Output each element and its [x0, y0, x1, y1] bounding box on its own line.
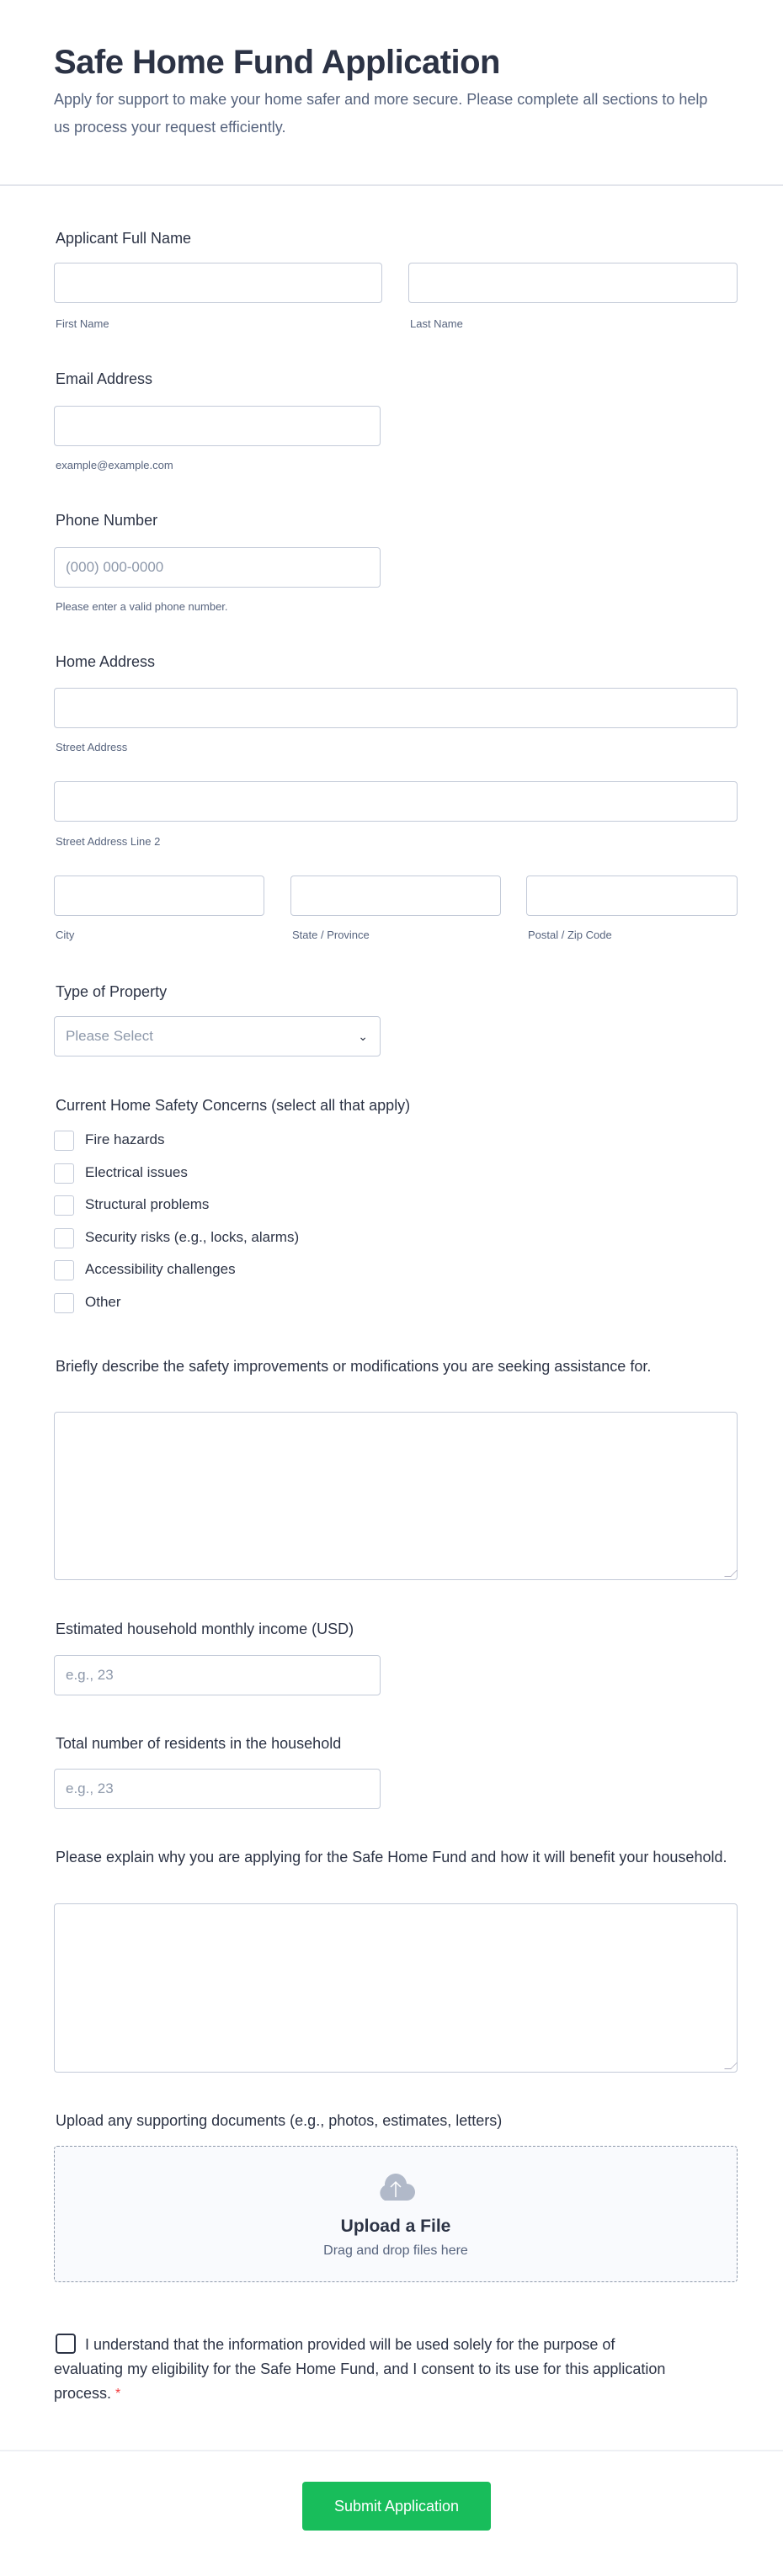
concerns-label: Current Home Safety Concerns (select all that apply)	[56, 1097, 411, 1114]
last-name-sublabel: Last Name	[410, 317, 463, 330]
divider	[0, 2450, 783, 2451]
residents-input[interactable]: e.g., 23	[54, 1769, 381, 1809]
income-input[interactable]: e.g., 23	[54, 1655, 381, 1695]
property-select[interactable]	[54, 1016, 381, 1056]
phone-input[interactable]: (000) 000-0000	[54, 547, 381, 588]
name-label: Applicant Full Name	[56, 230, 192, 247]
street2-input[interactable]	[54, 781, 738, 822]
cloud-upload-icon	[375, 2170, 417, 2202]
phone-label: Phone Number	[56, 512, 158, 529]
describe-label: Briefly describe the safety improvements or modifications you are seeking assistance for.	[56, 1358, 652, 1375]
explain-textarea[interactable]	[54, 1903, 738, 2073]
option-label: Accessibility challenges	[85, 1261, 236, 1277]
state-input[interactable]	[290, 876, 501, 916]
residents-label: Total number of residents in the household	[56, 1735, 342, 1752]
zip-input[interactable]	[526, 876, 738, 916]
submit-button[interactable]: Submit Application	[302, 2482, 491, 2531]
option-label: Security risks (e.g., locks, alarms)	[85, 1229, 300, 1245]
street-sublabel: Street Address	[56, 741, 128, 753]
consent-text	[54, 2333, 668, 2406]
street2-sublabel: Street Address Line 2	[56, 835, 161, 848]
resize-handle-icon[interactable]	[724, 1570, 738, 1577]
city-sublabel: City	[56, 929, 75, 941]
explain-label: Please explain why you are applying for the Safe Home Fund and how it will benefit your household.	[56, 1849, 727, 1865]
address-label: Home Address	[56, 653, 156, 670]
describe-textarea[interactable]	[54, 1412, 738, 1580]
street-input[interactable]	[54, 688, 738, 728]
city-input[interactable]	[54, 876, 264, 916]
upload-label: Upload any supporting documents (e.g., photos, estimates, letters)	[56, 2112, 503, 2129]
option-label: Fire hazards	[85, 1131, 165, 1147]
zip-sublabel: Postal / Zip Code	[528, 929, 612, 941]
file-dropzone[interactable]	[54, 2146, 738, 2282]
email-input[interactable]	[54, 406, 381, 446]
option-label: Other	[85, 1294, 121, 1310]
first-name-sublabel: First Name	[56, 317, 109, 330]
email-label: Email Address	[56, 370, 153, 387]
property-label: Type of Property	[56, 983, 168, 1000]
upload-hint: Drag and drop files here	[323, 2243, 468, 2258]
email-hint: example@example.com	[56, 459, 173, 471]
state-sublabel: State / Province	[292, 929, 370, 941]
phone-hint: Please enter a valid phone number.	[56, 600, 228, 613]
divider	[0, 184, 783, 186]
chevron-down-icon: ⌄	[358, 1030, 368, 1043]
resize-handle-icon[interactable]	[724, 2062, 738, 2069]
property-selected-value: Please Select	[66, 1028, 153, 1044]
first-name-input[interactable]	[54, 263, 382, 303]
checkbox-electrical[interactable]	[54, 1163, 74, 1184]
option-label: Structural problems	[85, 1196, 210, 1212]
upload-title: Upload a File	[340, 2217, 451, 2236]
last-name-input[interactable]	[408, 263, 738, 303]
consent-label: I understand that the information provided will be used solely for the purpose of evaluating my eligibility for the Safe Home Fund, and I consent to its use for this application process.	[54, 2336, 666, 2402]
option-label: Electrical issues	[85, 1164, 188, 1180]
income-label: Estimated household monthly income (USD)	[56, 1621, 354, 1637]
page-title: Safe Home Fund Application	[54, 44, 500, 81]
checkbox-other[interactable]	[54, 1293, 74, 1313]
checkbox-accessibility[interactable]	[54, 1260, 74, 1280]
checkbox-fire[interactable]	[54, 1131, 74, 1151]
page-subtitle: Apply for support to make your home safer and more secure. Please complete all sections to help us process your request efficiently.	[54, 91, 708, 136]
checkbox-structural[interactable]	[54, 1195, 74, 1216]
required-asterisk: *	[115, 2387, 121, 2401]
checkbox-security[interactable]	[54, 1228, 74, 1248]
